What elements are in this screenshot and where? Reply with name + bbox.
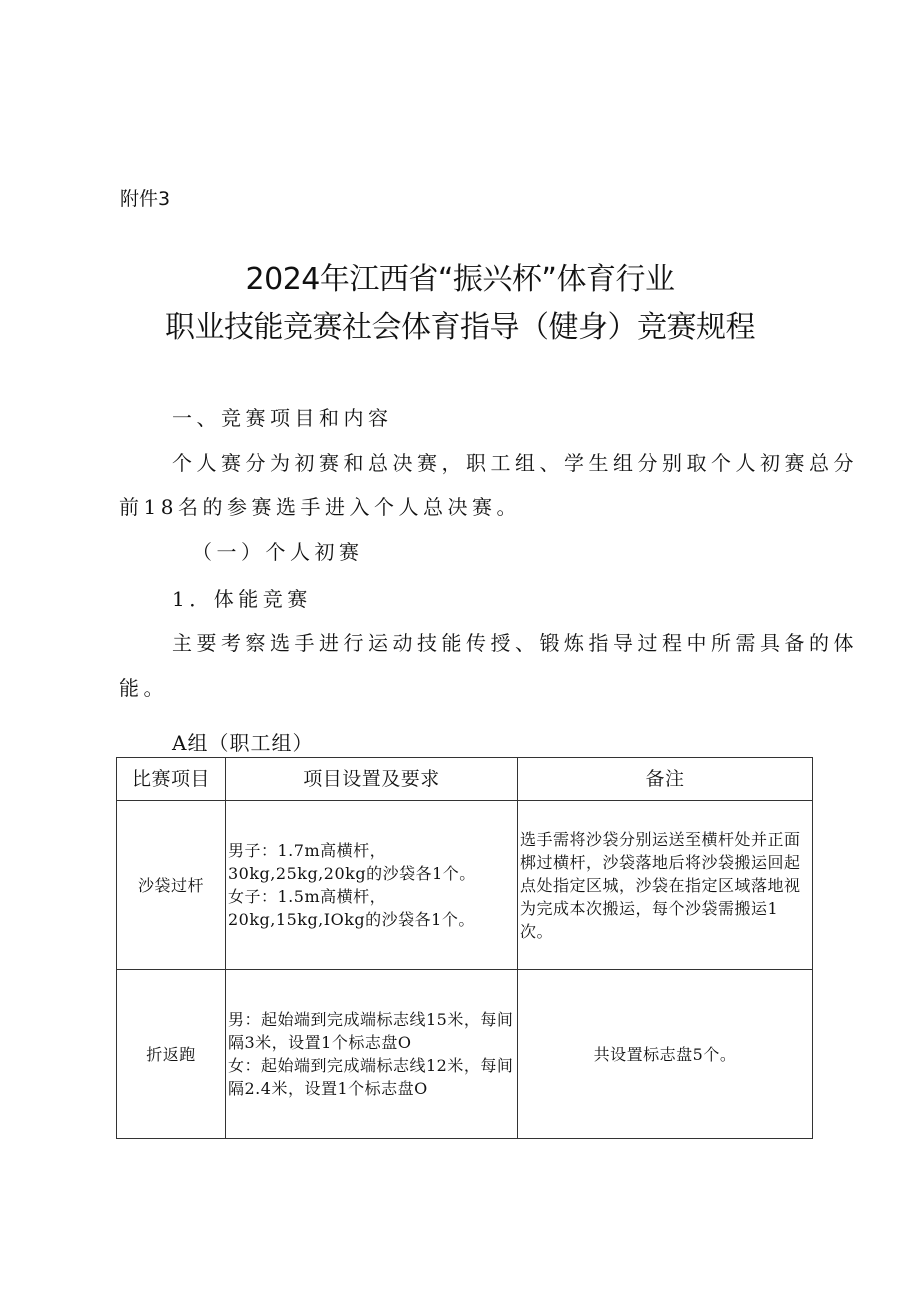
section-heading: 一、竞赛项目和内容 [172,406,393,430]
section-paragraph-line1: 个人赛分为初赛和总决赛，职工组、学生组分别取个人初赛总分 [172,451,858,475]
requirements-cell: 男子：1.7m高横杆，30kg,25kg,20kg的沙袋各1个。 女子：1.5m高横杆，20kg,15kg,IOkg的沙袋各1个。 [226,801,518,970]
event-name-cell: 折返跑 [117,970,226,1139]
section-paragraph-line2: 前18名的参赛选手进入个人总决赛。 [119,495,521,519]
document-title-line2: 职业技能竞赛社会体育指导（健身）竞赛规程 [165,310,755,345]
group-label: A组（职工组） [172,731,314,755]
table-row [117,970,813,1139]
competition-table [116,757,813,1139]
table-row [117,801,813,970]
attachment-label: 附件3 [120,188,171,210]
subsection-heading: （一）个人初赛 [192,540,364,564]
table-header-cell: 备注 [518,758,813,801]
table-header-cell: 项目设置及要求 [226,758,518,801]
item-paragraph-line1: 主要考察选手进行运动技能传授、锻炼指导过程中所需具备的体 [172,631,858,655]
table-header-row [117,758,813,801]
document-title-line1: 2024年江西省“振兴杯”体育行业 [245,262,675,297]
table-header-cell: 比赛项目 [117,758,226,801]
note-cell: 选手需将沙袋分别运送至横杆处并正面梆过横杆，沙袋落地后将沙袋搬运回起点处指定区城，沙袋在指定区域落地视为完成本次搬运，每个沙袋需搬运1次。 [518,801,813,970]
event-name-cell: 沙袋过杆 [117,801,226,970]
item-heading: 1．体能竞赛 [172,587,312,611]
note-cell: 共设置标志盘5个。 [518,970,813,1139]
item-paragraph-line2: 能。 [119,676,168,700]
requirements-cell: 男：起始端到完成端标志线15米，每间隔3米，设置1个标志盘O 女：起始端到完成端标志线12米，每间隔2.4米，设置1个标志盘O [226,970,518,1139]
